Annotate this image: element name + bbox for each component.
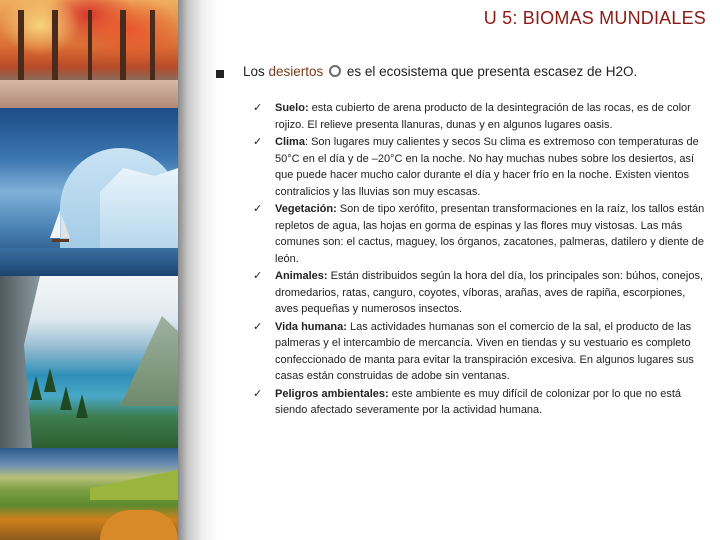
photo-strip bbox=[0, 0, 178, 540]
checkmark-icon: ✓ bbox=[253, 135, 263, 148]
biome-feature-list bbox=[252, 100, 707, 420]
list-item-peligros bbox=[252, 386, 707, 419]
slide-title: U 5: BIOMAS MUNDIALES bbox=[483, 8, 706, 28]
item-label: Suelo: bbox=[275, 102, 309, 114]
list-item-vida-humana bbox=[252, 319, 707, 385]
item-label: Clima bbox=[275, 136, 305, 148]
checkmark-icon: ✓ bbox=[253, 319, 263, 333]
circle-icon bbox=[329, 65, 341, 77]
item-label: Vegetación: bbox=[275, 203, 337, 215]
item-text: : Son lugares muy calientes y secos Su clima es extremoso con temperaturas de 50°C en el día y de –20°C en la noche. No hay muchas nubes sobre los desiertos, así que puede hacer mucho calor durante el día y hacer frío en la noche. Existen vientos contralicios y las lluvias son muy escasas. bbox=[275, 136, 699, 198]
lead-prefix: Los bbox=[243, 64, 269, 79]
lead-highlight: desiertos bbox=[268, 64, 324, 79]
strip-shadow bbox=[178, 0, 218, 540]
item-label: Animales: bbox=[275, 270, 328, 282]
list-item-suelo bbox=[252, 100, 707, 133]
checkmark-icon: ✓ bbox=[253, 386, 263, 400]
list-item-vegetacion bbox=[252, 201, 707, 267]
item-text: Están distribuidos según la hora del día, los principales son: búhos, conejos, dromedarios, ratas, canguro, coyotes, víboras, arañas, aves de rapiña, escorpiones, aves pequeñas y numerosos insectos. bbox=[275, 270, 704, 315]
item-label: Vida humana: bbox=[275, 320, 347, 333]
item-text: Son de tipo xerófito, presentan transformaciones en la raíz, los tallos están repletos de agua, las hojas en gorma de espinas y las flores muy vistosas. Las más comunes son: el cactus, maguey, los órganos, zacatones, palmeras, datilero y diente de león. bbox=[275, 203, 705, 265]
bullet-square-icon bbox=[216, 70, 224, 78]
autumn-forest-photo bbox=[0, 0, 178, 108]
item-text: Las actividades humanas son el comercio de la sal, el producto de las palmeras y el intercambio de mercancía. Viven en tiendas y su vestuario es completo confeccionado de manta para evitar la transpiración excesiva. En algunos lugares sus casas están construidas de adobe sin ventanas. bbox=[275, 320, 694, 382]
item-text: esta cubierto de arena producto de la desintegración de las rocas, es de color rojizo. El relieve presenta llanuras, dunas y en algunos lugares oasis. bbox=[275, 102, 691, 131]
checkmark-icon: ✓ bbox=[253, 101, 263, 114]
list-item-animales bbox=[252, 268, 707, 318]
item-label: Peligros ambientales: bbox=[275, 387, 389, 400]
lead-paragraph bbox=[243, 64, 637, 79]
lead-suffix: es el ecosistema que presenta escasez de H2O. bbox=[343, 64, 638, 79]
item-text: este ambiente es muy difícil de colonizar por lo que no está siendo afectado severamente por la actividad humana. bbox=[275, 387, 681, 416]
valley-landscape-photo bbox=[0, 448, 178, 540]
checkmark-icon: ✓ bbox=[253, 269, 263, 282]
checkmark-icon: ✓ bbox=[253, 202, 263, 215]
iceberg-sailboat-photo bbox=[0, 108, 178, 276]
mountain-lake-photo bbox=[0, 276, 178, 448]
list-item-clima bbox=[252, 134, 707, 200]
